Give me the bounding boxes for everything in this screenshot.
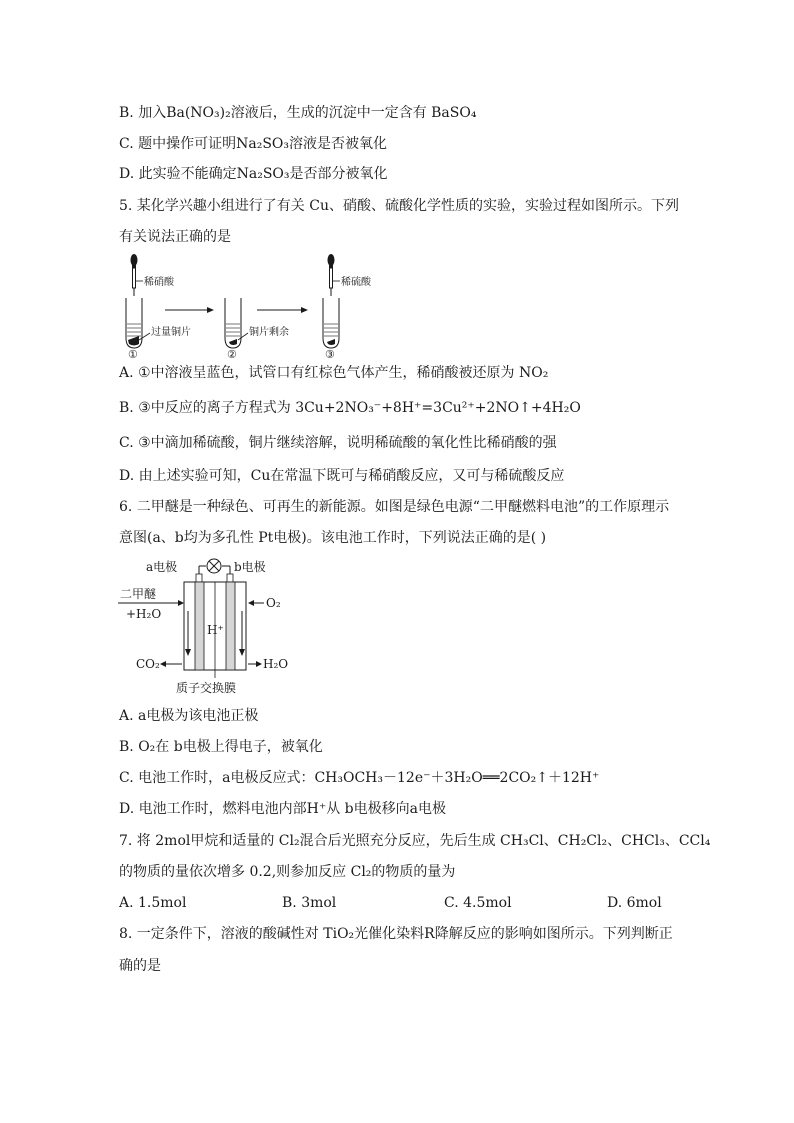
q6-option-c: C. 电池工作时，a电极反应式：CH₃OCH₃－12e⁻＋3H₂O══2CO₂↑＋12H⁺ [119,770,600,786]
q7-stem-line2: 的物质的量依次增多 0.2,则参加反应 Cl₂的物质的量为 [119,864,456,880]
tube-label-2: ② [227,348,237,360]
q7-option-c: C. 4.5mol [444,895,512,911]
label-water-out: H₂O [263,657,289,671]
test-tube-3 [323,298,339,348]
tube-label-1: ① [128,348,138,360]
q5-option-a: A. ①中溶液呈蓝色，试管口有红棕色气体产生，稀硝酸被还原为 NO₂ [119,365,549,381]
label-dimethyl-ether: 二甲醚 [120,587,157,601]
label-a-electrode: a电极 [146,560,178,574]
label-dilute-nitric-acid: 稀硝酸 [144,277,174,288]
q6-option-d: D. 电池工作时，燃料电池内部H⁺从 b电极移向a电极 [119,801,446,817]
label-dilute-sulfuric-acid: 稀硫酸 [341,277,371,288]
q4-option-b: B. 加入Ba(NO₃)₂溶液后，生成的沉淀中一定含有 BaSO₄ [119,105,477,121]
copper-acid-experiment-figure [115,252,385,360]
test-tube-2 [225,298,241,348]
q8-stem-line1: 8. 一定条件下，溶液的酸碱性对 TiO₂光催化染料R降解反应的影响如图所示。下列判断正 [119,926,673,942]
a-electrode-plate [195,582,204,670]
q7-option-d: D. 6mol [607,895,662,911]
q6-stem-line2: 意图(a、b均为多孔性 Pt电极)。该电池工作时，下列说法正确的是( ) [119,530,547,546]
dropper-icon [131,254,138,296]
label-co2: CO₂ [136,657,160,671]
label-plus-water: +H₂O [126,607,162,621]
label-oxygen: O₂ [266,596,281,610]
q5-option-b: B. ③中反应的离子方程式为 3Cu+2NO₃⁻+8H⁺=3Cu²⁺+2NO↑+4H₂O [119,400,581,416]
q5-option-c: C. ③中滴加稀硫酸，铜片继续溶解，说明稀硫酸的氧化性比稀硝酸的强 [119,435,557,451]
q7-option-b: B. 3mol [282,895,337,911]
q4-option-d: D. 此实验不能确定Na₂SO₃是否部分被氧化 [119,166,388,182]
q6-stem-line1: 6. 二甲醚是一种绿色、可再生的新能源。如图是绿色电源“二甲醚燃料电池”的工作原理示 [119,499,670,515]
b-electrode-plate [226,582,235,670]
dropper-icon [328,254,335,296]
q5-stem-line2: 有关说法正确的是 [119,229,231,245]
q6-option-b: B. O₂在 b电极上得电子，被氧化 [119,739,323,755]
label-b-electrode: b电极 [234,560,266,574]
fuel-cell-diagram [118,556,303,698]
q6-option-a: A. a电极为该电池正极 [119,708,259,724]
q5-option-d: D. 由上述实验可知，Cu在常温下既可与稀硝酸反应，又可与稀硫酸反应 [119,468,565,484]
q8-stem-line2: 确的是 [119,958,161,974]
label-copper-remaining: 铜片剩余 [249,327,289,338]
q7-stem-line1: 7. 将 2mol甲烷和适量的 Cl₂混合后光照充分反应，先后生成 CH₃Cl、CH₂Cl₂、CHCl₃、CCl₄ [119,833,711,849]
label-membrane: 质子交换膜 [176,681,237,695]
q5-stem-line1: 5. 某化学兴趣小组进行了有关 Cu、硝酸、硫酸化学性质的实验，实验过程如图所示。下列 [119,198,679,214]
q4-option-c: C. 题中操作可证明Na₂SO₃溶液是否被氧化 [119,136,388,152]
test-tube-1 [126,298,142,348]
q7-option-a: A. 1.5mol [119,895,187,911]
tube-label-3: ③ [325,348,335,360]
arrow-right-icon [165,307,214,313]
label-proton: H⁺ [207,623,224,637]
arrow-right-icon [257,307,308,313]
label-excess-copper: 过量铜片 [151,327,191,338]
